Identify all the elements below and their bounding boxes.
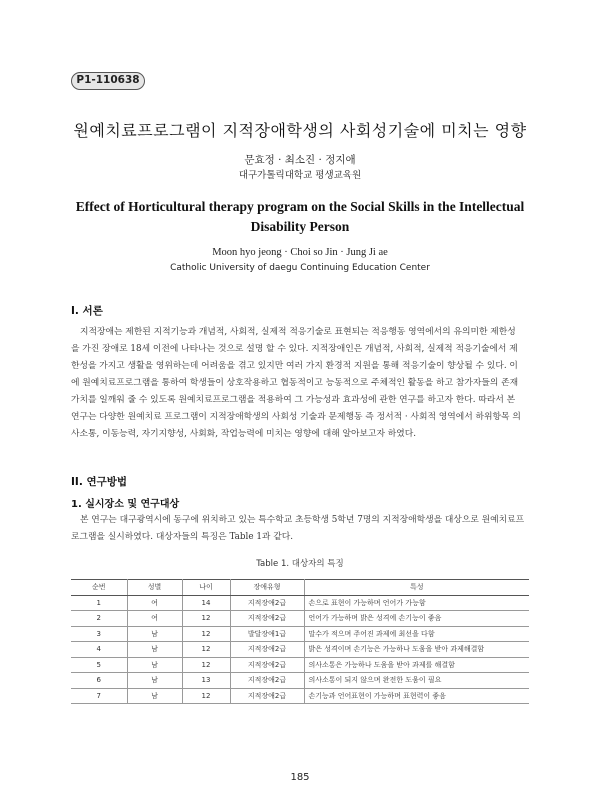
english-title: Effect of Horticultural therapy program on the Social Skills in the Intellectual Disability Person <box>75 199 525 234</box>
section-heading-methods: II. 연구방법 <box>71 476 128 488</box>
text-line: 연구는 다양한 원예치료 프로그램이 지적장애학생의 사회성 기술과 문제행동 즉 정서적 · 사회적 영역에서 하위항목 의 <box>71 412 521 422</box>
table-cell: 남 <box>127 688 182 704</box>
english-authors: Moon hyo jeong · Choi so Jin · Jung Ji ae <box>212 247 388 258</box>
text-line: 가치를 일깨워 줄 수 있도록 원예치료프로그램을 적용하여 그 가능성과 효과성에 관한 연구를 하고자 한다. 따라서 본 <box>71 395 516 405</box>
korean-affiliation: 대구가톨릭대학교 평생교육원 <box>238 170 362 181</box>
table-cell: 손기능과 언어표현이 가능하며 표현력이 좋음 <box>304 688 529 704</box>
table-cell: 남 <box>127 673 182 689</box>
table-cell: 발달장애1급 <box>230 626 304 642</box>
table-cell: 언어가 가능하며 밝은 성격에 손기능이 좋음 <box>304 611 529 627</box>
table-cell: 의사소통은 가능하나 도움을 받아 과제를 해결함 <box>304 657 529 673</box>
table-cell: 지적장애2급 <box>230 642 304 658</box>
english-affiliation: Catholic University of daegu Continuing Education Center <box>170 263 430 273</box>
section-heading-introduction: I. 서론 <box>71 305 103 317</box>
table-row <box>71 642 529 658</box>
text-line: 에 원예치료프로그램을 통하여 학생들이 상호작용하고 협동적이고 능동적으로 주체적인 활동을 하고 참가자들의 존재 <box>71 378 519 388</box>
column-header: 순번 <box>71 580 127 596</box>
table-cell: 12 <box>182 688 230 704</box>
table-cell: 1 <box>71 595 127 611</box>
table-row <box>71 688 529 704</box>
text-line: 한성을 가지고 생활을 영위하는데 어려움을 겪고 있지만 여러 가지 환경적 지원을 통해 적응기술이 향상될 수 있다. 이 <box>71 361 518 371</box>
korean-authors: 문효정 · 최소진 · 정지애 <box>244 154 356 166</box>
table-cell: 지적장애2급 <box>230 657 304 673</box>
table-cell: 여 <box>127 595 182 611</box>
table-cell: 12 <box>182 611 230 627</box>
table-row <box>71 611 529 627</box>
table-cell: 2 <box>71 611 127 627</box>
table-cell: 남 <box>127 642 182 658</box>
table-cell: 12 <box>182 626 230 642</box>
table-cell: 밝은 성격이며 손기능은 가능하나 도움을 받아 과제해결함 <box>304 642 529 658</box>
table-cell: 남 <box>127 657 182 673</box>
page-number: 185 <box>290 772 310 783</box>
table-cell: 14 <box>182 595 230 611</box>
table-cell: 7 <box>71 688 127 704</box>
table-cell: 3 <box>71 626 127 642</box>
column-header: 특성 <box>304 580 529 596</box>
table-cell: 5 <box>71 657 127 673</box>
table-cell: 지적장애2급 <box>230 611 304 627</box>
text-line: 사소통, 이동능력, 자기지향성, 사회화, 작업능력에 미치는 영향에 대해 알아보고자 하였다. <box>71 429 417 439</box>
table-cell: 말수가 적으며 주어진 과제에 최선을 다함 <box>304 626 529 642</box>
table-cell: 12 <box>182 642 230 658</box>
text-line: 지적장애는 제한된 지적기능과 개념적, 사회적, 실제적 적응기술로 표현되는 적응행동 영역에서의 유의미한 제한성 <box>80 327 516 337</box>
table-cell: 손으로 표현이 가능하며 언어가 가능함 <box>304 595 529 611</box>
column-header: 나이 <box>182 580 230 596</box>
subsection-heading-site-subjects: 1. 실시장소 및 연구대상 <box>71 499 180 510</box>
table-cell: 지적장애2급 <box>230 688 304 704</box>
table-cell: 지적장애2급 <box>230 673 304 689</box>
table-row <box>71 595 529 611</box>
table-cell: 6 <box>71 673 127 689</box>
text-line: 로그램을 실시하였다. 대상자들의 특징은 Table 1과 같다. <box>71 532 294 542</box>
table-row <box>71 626 529 642</box>
table-cell: 12 <box>182 657 230 673</box>
table-caption: Table 1. 대상자의 특징 <box>256 559 344 569</box>
paper-id-badge: P1-110638 <box>71 72 145 90</box>
korean-title: 원예치료프로그램이 지적장애학생의 사회성기술에 미치는 영향 <box>73 121 527 140</box>
column-header: 성별 <box>127 580 182 596</box>
table-cell: 지적장애2급 <box>230 595 304 611</box>
text-line: 을 가진 장애로 18세 이전에 나타나는 것으로 설명 할 수 있다. 지적장애인은 개념적, 사회적, 실제적 적응기술에서 제 <box>71 344 518 354</box>
introduction-paragraph <box>71 324 529 443</box>
methods-paragraph <box>71 512 529 546</box>
table-cell: 13 <box>182 673 230 689</box>
text-line: 본 연구는 대구광역시에 동구에 위치하고 있는 특수학교 초등학생 5학년 7명의 지적장애학생을 대상으로 원예치료프 <box>80 515 525 525</box>
subjects-table <box>71 579 529 704</box>
table-row <box>71 673 529 689</box>
table-cell: 남 <box>127 626 182 642</box>
table-cell: 여 <box>127 611 182 627</box>
table-cell: 의사소통이 되지 않으며 완전한 도움이 필요 <box>304 673 529 689</box>
table-cell: 4 <box>71 642 127 658</box>
table-row <box>71 657 529 673</box>
column-header: 장애유형 <box>230 580 304 596</box>
table-header-row <box>71 580 529 596</box>
